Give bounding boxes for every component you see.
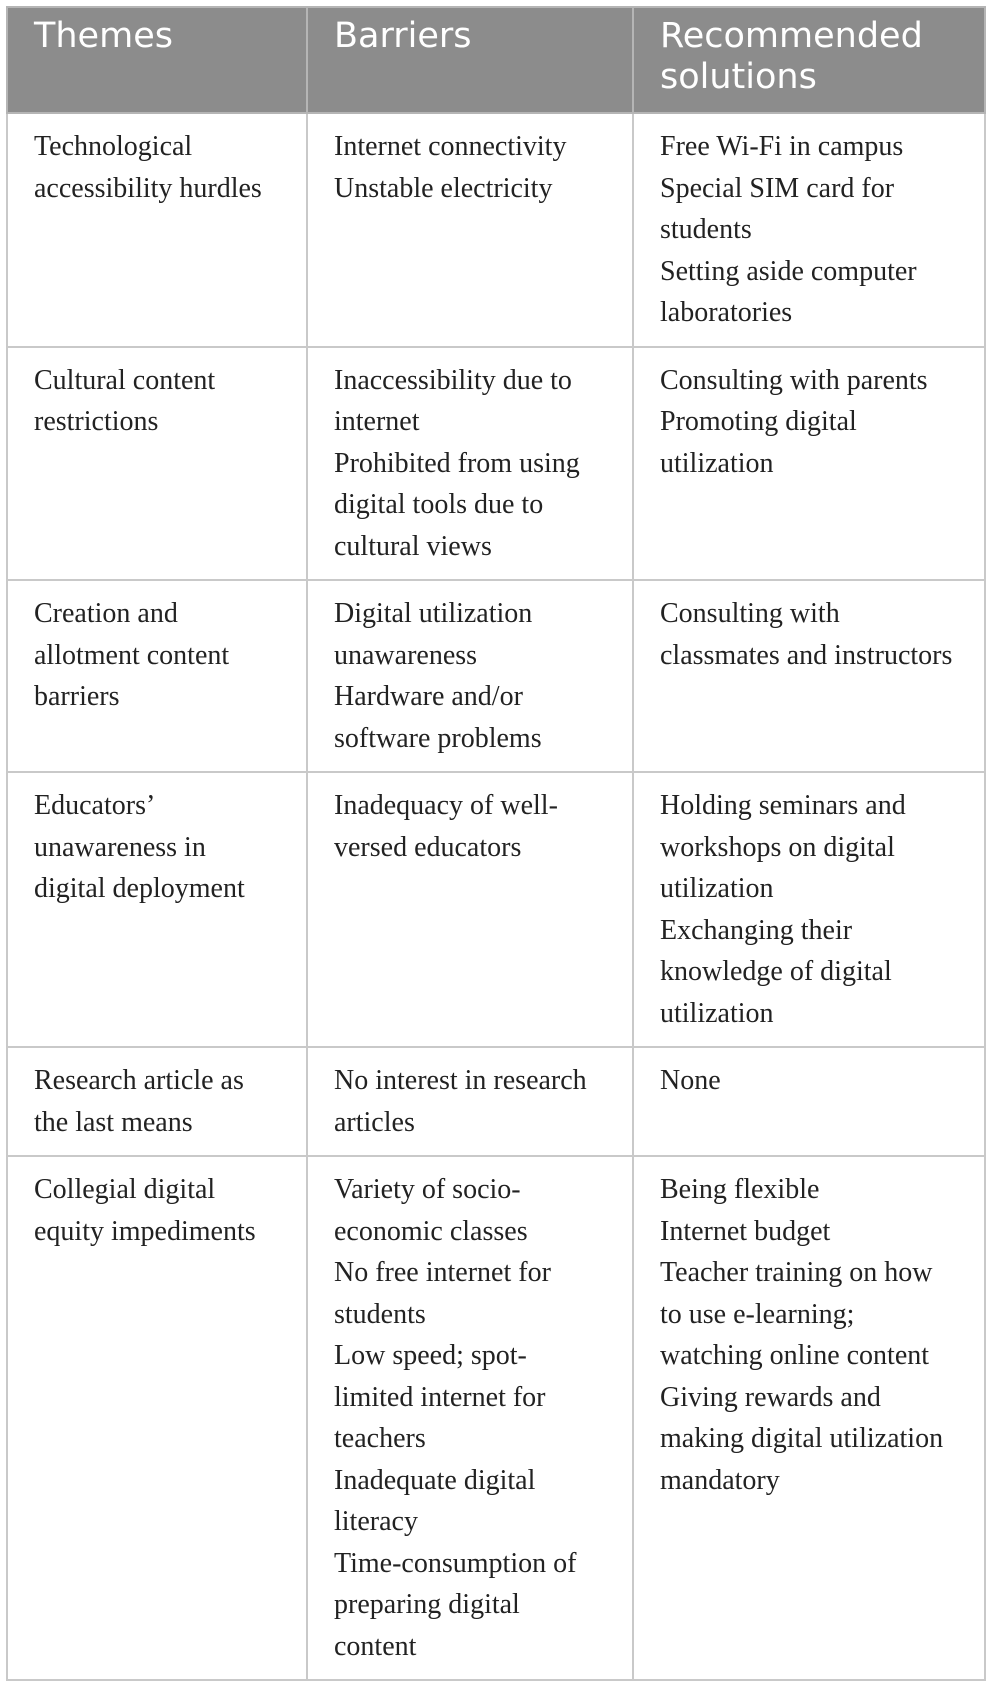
barriers-cell <box>307 580 633 772</box>
solution-item: Internet budget <box>660 1215 831 1247</box>
barrier-item: Hardware and/or software problems <box>334 681 542 754</box>
barrier-item: Digital utilization unawareness <box>334 598 533 671</box>
theme-cell <box>7 1047 307 1156</box>
solutions-cell <box>633 580 985 772</box>
solutions-cell <box>633 113 985 347</box>
theme-line: Research article as the last means <box>34 1065 244 1138</box>
solution-item: Teacher training on how to use e-learning; watching online content <box>660 1257 933 1371</box>
table-row <box>7 772 985 1047</box>
solution-item: Giving rewards and making digital utilization mandatory <box>660 1381 944 1496</box>
header-recommended-solutions: Recommended solutions <box>633 7 985 113</box>
solution-item: Being flexible <box>660 1174 820 1205</box>
barriers-cell <box>307 113 633 347</box>
table-row <box>7 1156 985 1680</box>
table-row <box>7 347 985 581</box>
table-row <box>7 113 985 347</box>
solutions-cell <box>633 347 985 581</box>
solution-item: Consulting with classmates and instructors <box>660 598 953 671</box>
barriers-cell <box>307 1047 633 1156</box>
barrier-item: Internet connectivity <box>334 131 567 162</box>
barriers-cell <box>307 347 633 581</box>
solution-item: Holding seminars and workshops on digital utilization <box>660 790 906 904</box>
solutions-cell <box>633 1047 985 1156</box>
theme-cell <box>7 1156 307 1680</box>
solution-item: Exchanging their knowledge of digital utilization <box>660 914 892 1029</box>
barrier-item: Inadequate digital literacy <box>334 1464 536 1537</box>
solution-item: Consulting with parents <box>660 364 928 396</box>
theme-line: Technological accessibility hurdles <box>34 131 262 204</box>
barrier-item: Low speed; spot-limited internet for teachers <box>334 1340 546 1454</box>
solutions-cell <box>633 1156 985 1680</box>
barrier-item: No interest in research articles <box>334 1065 587 1138</box>
solution-item: Free Wi-Fi in campus <box>660 131 904 162</box>
header-barriers: Barriers <box>307 7 633 113</box>
header-row <box>7 7 985 113</box>
theme-line: Cultural content restrictions <box>34 364 216 437</box>
theme-line: Educators’ unawareness in digital deployment <box>34 790 245 904</box>
theme-line: Creation and allotment content barriers <box>34 598 230 712</box>
barriers-cell <box>307 1156 633 1680</box>
solutions-cell <box>633 772 985 1047</box>
theme-cell <box>7 772 307 1047</box>
barriers-cell <box>307 772 633 1047</box>
theme-cell <box>7 580 307 772</box>
barrier-item: Variety of socio-economic classes <box>334 1174 528 1247</box>
barrier-item: Prohibited from using digital tools due to cultural views <box>334 447 580 562</box>
solution-item: Special SIM card for students <box>660 172 895 245</box>
theme-cell <box>7 347 307 581</box>
solution-item: None <box>660 1065 721 1096</box>
barrier-item: Inaccessibility due to internet <box>334 364 572 437</box>
barrier-item: No free internet for students <box>334 1257 551 1330</box>
barrier-item: Inadequacy of well-versed educators <box>334 790 558 863</box>
table-row <box>7 1047 985 1156</box>
barrier-item: Unstable electricity <box>334 172 553 204</box>
header-themes: Themes <box>7 7 307 113</box>
table-row <box>7 580 985 772</box>
theme-line: Collegial digital equity impediments <box>34 1174 256 1247</box>
solution-item: Setting aside computer laboratories <box>660 255 917 328</box>
solution-item: Promoting digital utilization <box>660 406 857 479</box>
themes-barriers-solutions-table <box>6 6 986 1681</box>
barrier-item: Time-consumption of preparing digital content <box>334 1547 577 1662</box>
theme-cell <box>7 113 307 347</box>
